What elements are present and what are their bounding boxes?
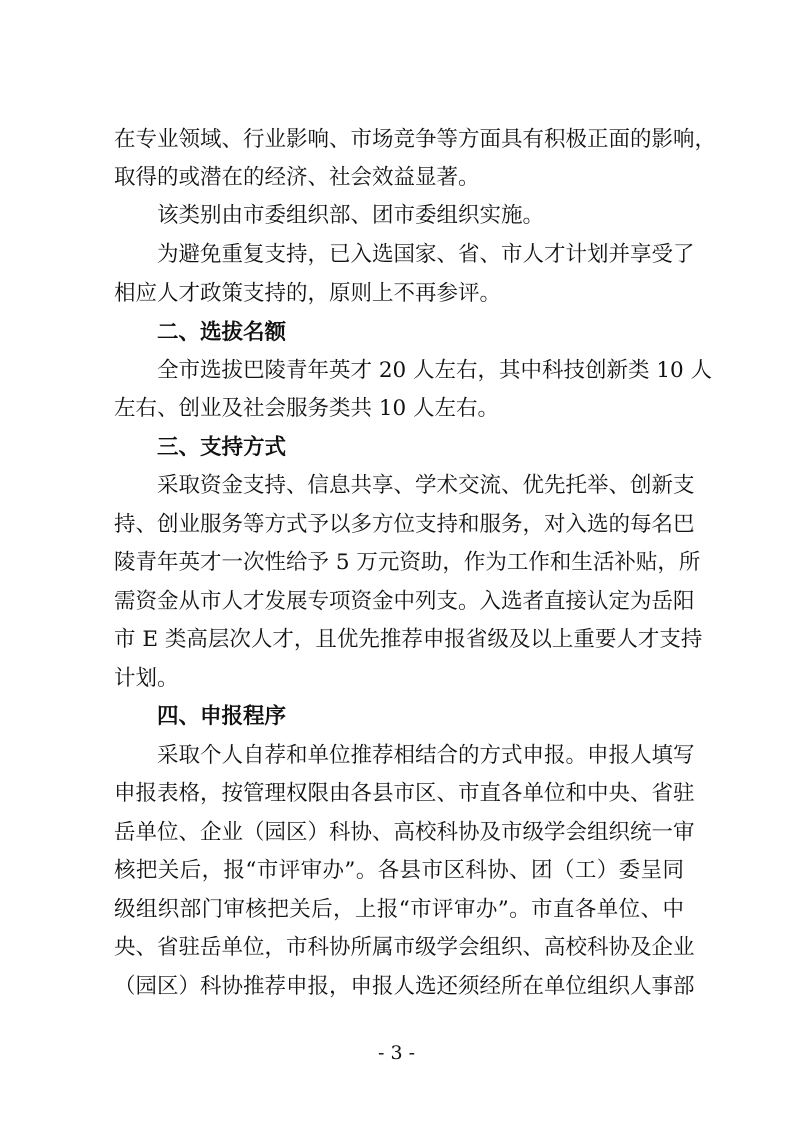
body-line: 陵青年英才一次性给予 5 万元资助，作为工作和生活补贴，所 bbox=[114, 550, 701, 575]
body-line: 级组织部门审核把关后，上报“市评审办”。市直各单位、中 bbox=[114, 897, 684, 922]
body-line: 采取个人自荐和单位推荐相结合的方式申报。申报人填写 bbox=[157, 743, 695, 768]
body-line: 市 E 类高层次人才，且优先推荐申报省级及以上重要人才支持 bbox=[114, 627, 703, 652]
body-line: 为避免重复支持，已入选国家、省、市人才计划并享受了 bbox=[157, 242, 695, 267]
body-line: 左右、创业及社会服务类共 10 人左右。 bbox=[114, 396, 500, 421]
body-line: （园区）科协推荐申报，申报人选还须经所在单位组织人事部 bbox=[114, 974, 695, 999]
page-number: - 3 - bbox=[377, 1042, 415, 1064]
body-line: 取得的或潜在的经济、社会效益显著。 bbox=[114, 165, 480, 190]
body-line: 在专业领域、行业影响、市场竞争等方面具有积极正面的影响， bbox=[114, 127, 717, 152]
section-heading: 二、选拔名额 bbox=[157, 320, 287, 345]
body-line: 相应人才政策支持的，原则上不再参评。 bbox=[114, 281, 502, 306]
body-line: 需资金从市人才发展专项资金中列支。入选者直接认定为岳阳 bbox=[114, 589, 695, 614]
body-line: 岳单位、企业（园区）科协、高校科协及市级学会组织统一审 bbox=[114, 820, 695, 845]
body-line: 采取资金支持、信息共享、学术交流、优先托举、创新支 bbox=[157, 473, 695, 498]
body-line: 持、创业服务等方式予以多方位支持和服务，对入选的每名巴 bbox=[114, 512, 695, 537]
body-line: 核把关后，报“市评审办”。各县市区科协、团（工）委呈同 bbox=[114, 858, 684, 883]
body-line: 计划。 bbox=[114, 666, 179, 691]
body-line: 央、省驻岳单位，市科协所属市级学会组织、高校科协及企业 bbox=[114, 935, 695, 960]
section-heading: 四、申报程序 bbox=[157, 704, 287, 729]
body-line: 申报表格，按管理权限由各县市区、市直各单位和中央、省驻 bbox=[114, 781, 695, 806]
body-line: 该类别由市委组织部、团市委组织实施。 bbox=[157, 203, 545, 228]
section-heading: 三、支持方式 bbox=[157, 435, 287, 460]
body-line: 全市选拔巴陵青年英才 20 人左右，其中科技创新类 10 人 bbox=[157, 358, 713, 383]
